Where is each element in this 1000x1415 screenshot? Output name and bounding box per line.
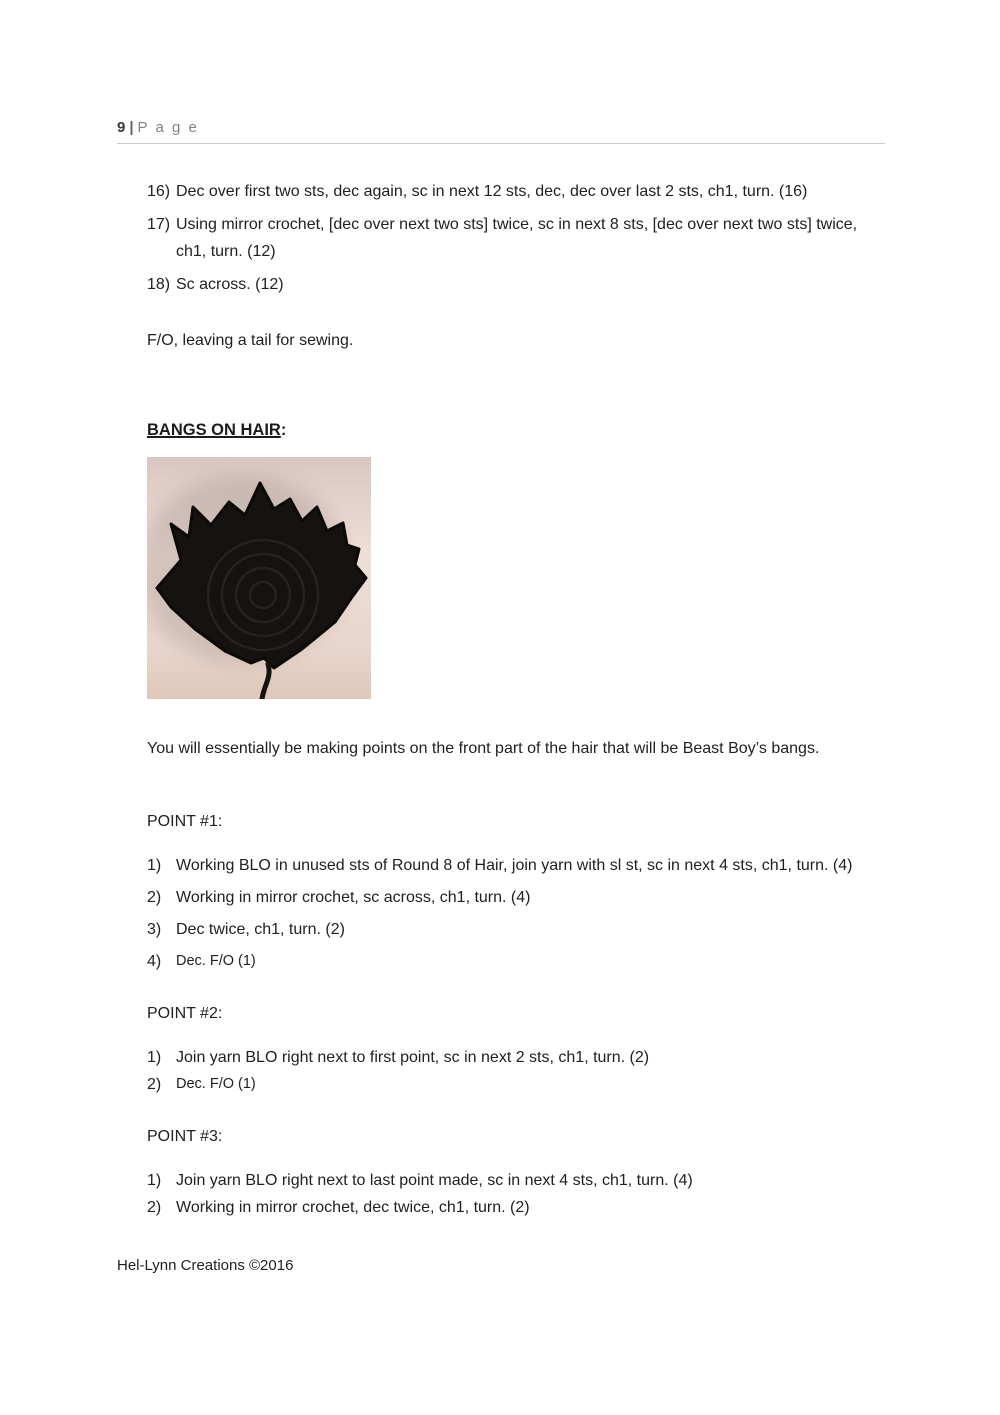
list-item-text: Dec. F/O (1) <box>176 1076 256 1092</box>
list-item-number: 3) <box>147 921 162 938</box>
point-2-steps <box>147 1044 884 1098</box>
point-3-steps <box>147 1167 884 1221</box>
list-item <box>147 271 884 298</box>
list-item <box>147 1044 884 1071</box>
list-item <box>147 884 884 911</box>
list-item-text: Dec. F/O (1) <box>176 953 256 969</box>
list-item-number: 4) <box>147 953 162 970</box>
list-item <box>147 211 884 265</box>
page-number: 9 <box>117 119 126 136</box>
list-item-number: 2) <box>147 1076 162 1093</box>
list-item-number: 16) <box>147 183 171 200</box>
list-item <box>147 916 884 943</box>
section-heading-bangs <box>147 417 884 444</box>
list-item <box>147 1194 884 1221</box>
page-word: P a g e <box>137 119 199 136</box>
list-item-text: Dec over first two sts, dec again, sc in next 12 sts, dec, dec over last 2 sts, ch1, turn. (16) <box>176 183 808 200</box>
list-item-number: 2) <box>147 889 162 906</box>
list-item-number: 2) <box>147 1199 162 1216</box>
point-1-steps <box>147 852 884 975</box>
list-item-text: Join yarn BLO right next to last point made, sc in next 4 sts, ch1, turn. (4) <box>176 1172 693 1189</box>
list-item-text: Using mirror crochet, [dec over next two sts] twice, sc in next 8 sts, [dec over next two sts] twice, ch1, turn. (12) <box>176 216 858 260</box>
bangs-photo-image <box>147 457 371 699</box>
list-item <box>147 178 884 205</box>
point-2-title: POINT #2: <box>147 1005 223 1022</box>
list-item-text: Join yarn BLO right next to first point, sc in next 2 sts, ch1, turn. (2) <box>176 1049 650 1066</box>
bangs-photo <box>147 457 371 699</box>
point-3-title: POINT #3: <box>147 1128 223 1145</box>
list-item-number: 1) <box>147 1172 162 1189</box>
list-item-text: Dec twice, ch1, turn. (2) <box>176 921 345 938</box>
list-item <box>147 1071 884 1098</box>
list-item-text: Working in mirror crochet, sc across, ch1, turn. (4) <box>176 889 531 906</box>
page-footer: Hel-Lynn Creations ©2016 <box>117 1257 294 1274</box>
document-body <box>147 178 884 1221</box>
hair-instruction-list <box>147 178 884 298</box>
list-item-number: 1) <box>147 857 162 874</box>
list-item-number: 1) <box>147 1049 162 1066</box>
bangs-intro-paragraph: You will essentially be making points on the front part of the hair that will be Beast Boy’s bangs. <box>147 740 820 757</box>
list-item-text: Sc across. (12) <box>176 276 284 293</box>
section-heading-colon: : <box>280 421 287 439</box>
point-1-title: POINT #1: <box>147 813 223 830</box>
list-item <box>147 852 884 879</box>
header-divider: | <box>129 119 134 136</box>
list-item-text: Working in mirror crochet, dec twice, ch1, turn. (2) <box>176 1199 530 1216</box>
list-item <box>147 1167 884 1194</box>
list-item <box>147 948 884 975</box>
finish-off-note: F/O, leaving a tail for sewing. <box>147 332 354 349</box>
list-item-number: 17) <box>147 216 171 233</box>
list-item-text: Working BLO in unused sts of Round 8 of Hair, join yarn with sl st, sc in next 4 sts, ch1, turn. (4) <box>176 857 853 874</box>
section-heading-text: BANGS ON HAIR <box>147 421 281 439</box>
list-item-number: 18) <box>147 276 171 293</box>
page-header <box>117 119 885 144</box>
